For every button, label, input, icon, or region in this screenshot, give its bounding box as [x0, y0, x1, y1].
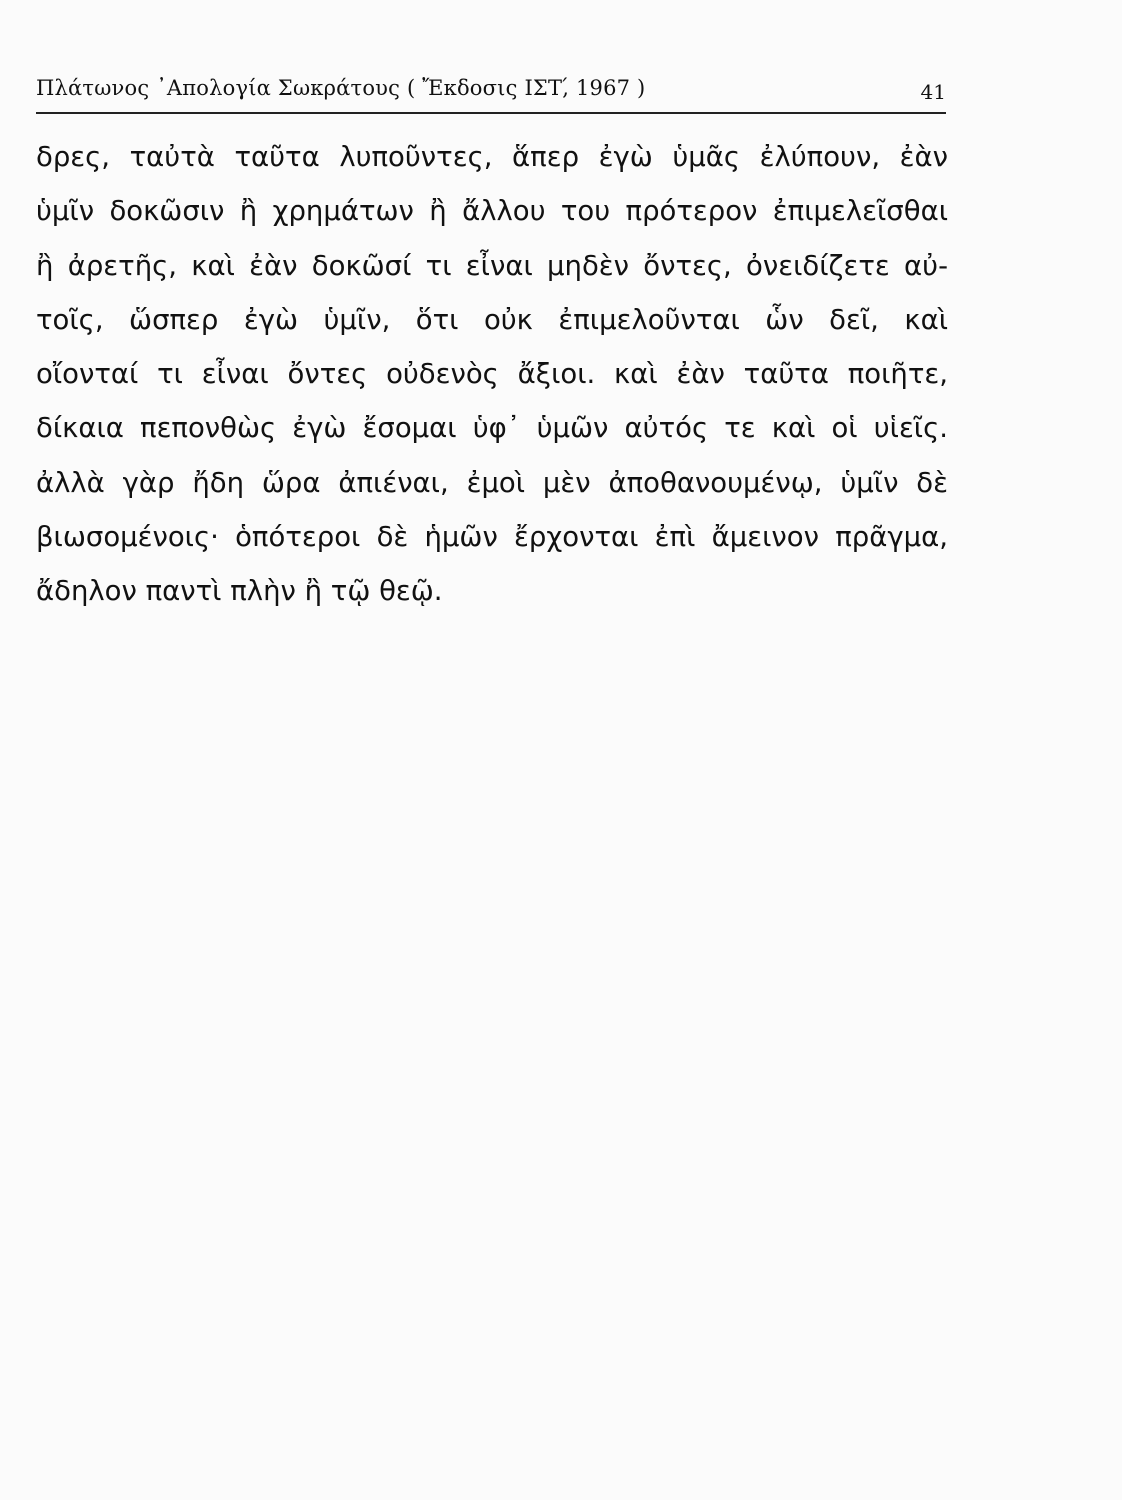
header-title: Πλάτωνος ᾿Απολογία Σωκράτους ( Ἔκδοσις ΙΣΤ,́ 1967 ): [36, 76, 646, 100]
body-text: [36, 130, 948, 619]
text-line: δρες, ταὐτὰ ταῦτα λυποῦντες, ἅπερ ἐγὼ ὑμᾶς ἐλύπουν, ἐὰν: [36, 141, 948, 173]
running-header: [36, 72, 946, 112]
page-number: 41: [920, 80, 946, 104]
text-line: ὑμῖν δοκῶσιν ἢ χρημάτων ἢ ἄλλου του πρότερον ἐπιμελεῖσθαι: [36, 195, 948, 228]
text-line: ἄδηλον παντὶ πλὴν ἢ τῷ θεῷ.: [36, 575, 443, 608]
text-line: δίκαια πεπονθὼς ἐγὼ ἔσομαι ὑφ᾽ ὑμῶν αὐτός τε καὶ οἱ υἱεῖς.: [36, 412, 948, 445]
text-line: οἴονταί τι εἶναι ὄντες οὐδενὸς ἄξιοι. καὶ ἐὰν ταῦτα ποιῆτε,: [36, 358, 948, 391]
text-line: ἢ ἀρετῆς, καὶ ἐὰν δοκῶσί τι εἶναι μηδὲν ὄντες, ὀνειδίζετε αὐ-: [36, 249, 948, 282]
text-line: βιωσομένοις· ὁπότεροι δὲ ἡμῶν ἔρχονται ἐπὶ ἄμεινον πρᾶγμα,: [36, 521, 948, 554]
text-line: ἀλλὰ γὰρ ἤδη ὥρα ἀπιέναι, ἐμοὶ μὲν ἀποθανουμένῳ, ὑμῖν δὲ: [36, 466, 948, 499]
text-line: τοῖς, ὥσπερ ἐγὼ ὑμῖν, ὅτι οὐκ ἐπιμελοῦνται ὧν δεῖ, καὶ: [36, 303, 948, 336]
header-rule: [36, 112, 946, 114]
